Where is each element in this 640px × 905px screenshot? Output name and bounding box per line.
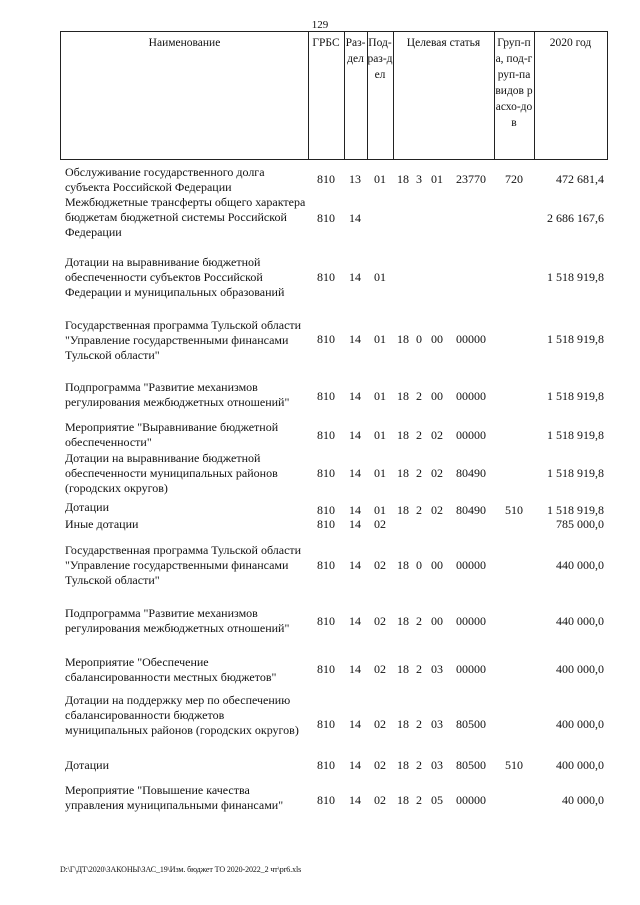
cell-cs3: 05 xyxy=(431,793,443,807)
cell-razd: 14 xyxy=(349,466,361,480)
row-name: Государственная программа Тульской области "Управление государственными финансами Тульской области" xyxy=(65,543,302,587)
row-name: Дотации на выравнивание бюджетной обеспеченности субъектов Российской Федерации и муниципальных образований xyxy=(65,255,285,299)
cell-razd: 14 xyxy=(349,428,361,442)
cell-cs1: 18 xyxy=(397,793,409,807)
cell-cs1: 18 xyxy=(397,503,409,517)
row-name: Дотации xyxy=(65,758,110,772)
header-name: Наименование xyxy=(148,37,221,49)
cell-cs2: 2 xyxy=(416,717,422,731)
cell-sum-2020: 1 518 919,8 xyxy=(547,428,604,442)
cell-sum-2020: 400 000,0 xyxy=(556,717,604,731)
cell-grbs: 810 xyxy=(317,503,335,517)
cell-cs4: 00000 xyxy=(456,428,486,442)
page-number: 129 xyxy=(311,19,329,31)
cell-cs4: 00000 xyxy=(456,389,486,403)
cell-grbs: 810 xyxy=(317,793,335,807)
row-name: Государственная программа Тульской области "Управление государственными финансами Тульской области" xyxy=(65,318,302,362)
cell-cs4: 00000 xyxy=(456,662,486,676)
cell-cs3: 03 xyxy=(431,717,443,731)
cell-sum-2020: 40 000,0 xyxy=(562,793,604,807)
row-name: Подпрограмма "Развитие механизмов регулирования межбюджетных отношений" xyxy=(65,380,290,409)
cell-podr: 02 xyxy=(374,758,386,772)
cell-razd: 13 xyxy=(349,172,361,186)
cell-sum-2020: 440 000,0 xyxy=(556,558,604,572)
cell-cs2: 2 xyxy=(416,662,422,676)
cell-grbs: 810 xyxy=(317,466,335,480)
cell-grbs: 810 xyxy=(317,558,335,572)
row-name: Межбюджетные трансферты общего характера бюджетам бюджетной системы Российской Федерации xyxy=(65,195,306,239)
cell-sum-2020: 400 000,0 xyxy=(556,758,604,772)
cell-cs4: 80500 xyxy=(456,758,486,772)
row-name: Дотации на выравнивание бюджетной обеспеченности муниципальных районов (городских округов) xyxy=(65,451,278,495)
cell-cs1: 18 xyxy=(397,466,409,480)
cell-cs3: 02 xyxy=(431,428,443,442)
row-name: Подпрограмма "Развитие механизмов регулирования межбюджетных отношений" xyxy=(65,606,290,635)
cell-cs2: 0 xyxy=(416,332,422,346)
row-name: Дотации на поддержку мер по обеспечению сбалансированности бюджетов муниципальных районов (городских округов) xyxy=(65,693,299,737)
cell-sum-2020: 1 518 919,8 xyxy=(547,270,604,284)
cell-cs2: 0 xyxy=(416,558,422,572)
header-razdel: Раз-дел xyxy=(345,37,366,65)
cell-cs3: 03 xyxy=(431,662,443,676)
cell-grbs: 810 xyxy=(317,614,335,628)
cell-cs1: 18 xyxy=(397,389,409,403)
cell-podr: 01 xyxy=(374,172,386,186)
cell-cs2: 2 xyxy=(416,389,422,403)
cell-cs4: 00000 xyxy=(456,793,486,807)
cell-sum-2020: 2 686 167,6 xyxy=(547,211,604,225)
file-path-footer: D:\Г\ДТ\2020\ЗАКОНЫ\ЗАС_19\Изм. бюджет ТО 2020-2022_2 чт\pr6.xls xyxy=(60,865,302,874)
cell-razd: 14 xyxy=(349,517,361,531)
cell-cs4: 80490 xyxy=(456,503,486,517)
row-name: Иные дотации xyxy=(65,517,139,531)
cell-grbs: 810 xyxy=(317,758,335,772)
cell-razd: 14 xyxy=(349,614,361,628)
cell-sum-2020: 1 518 919,8 xyxy=(547,466,604,480)
row-name: Мероприятие "Повышение качества управления муниципальными финансами" xyxy=(65,783,284,812)
header-podrazdel: Под-раз-дел xyxy=(367,37,393,81)
cell-razd: 14 xyxy=(349,270,361,284)
cell-cs1: 18 xyxy=(397,332,409,346)
cell-razd: 14 xyxy=(349,793,361,807)
row-name: Мероприятие "Обеспечение сбалансированности местных бюджетов" xyxy=(65,655,277,684)
cell-grbs: 810 xyxy=(317,428,335,442)
header-year-2020: 2020 год xyxy=(549,37,592,49)
cell-cs2: 2 xyxy=(416,758,422,772)
cell-razd: 14 xyxy=(349,332,361,346)
cell-podr: 02 xyxy=(374,558,386,572)
cell-cs4: 00000 xyxy=(456,614,486,628)
cell-cs2: 2 xyxy=(416,428,422,442)
cell-cs3: 01 xyxy=(431,172,443,186)
cell-sum-2020: 1 518 919,8 xyxy=(547,332,604,346)
cell-grp: 720 xyxy=(505,172,523,186)
cell-razd: 14 xyxy=(349,211,361,225)
cell-grbs: 810 xyxy=(317,172,335,186)
header-target-article: Целевая статья xyxy=(406,37,481,49)
cell-razd: 14 xyxy=(349,717,361,731)
cell-cs3: 03 xyxy=(431,758,443,772)
cell-grbs: 810 xyxy=(317,517,335,531)
cell-cs1: 18 xyxy=(397,558,409,572)
cell-cs1: 18 xyxy=(397,717,409,731)
cell-sum-2020: 1 518 919,8 xyxy=(547,389,604,403)
cell-podr: 02 xyxy=(374,614,386,628)
cell-podr: 01 xyxy=(374,270,386,284)
row-name: Дотации xyxy=(65,500,110,514)
cell-cs3: 00 xyxy=(431,389,443,403)
cell-grbs: 810 xyxy=(317,332,335,346)
cell-podr: 01 xyxy=(374,389,386,403)
cell-cs4: 00000 xyxy=(456,558,486,572)
cell-cs3: 02 xyxy=(431,466,443,480)
cell-grbs: 810 xyxy=(317,662,335,676)
cell-sum-2020: 785 000,0 xyxy=(556,517,604,531)
cell-razd: 14 xyxy=(349,758,361,772)
cell-podr: 02 xyxy=(374,517,386,531)
cell-cs3: 00 xyxy=(431,614,443,628)
cell-cs4: 00000 xyxy=(456,332,486,346)
cell-cs1: 18 xyxy=(397,428,409,442)
cell-cs2: 3 xyxy=(416,172,422,186)
header-grbs: ГРБС xyxy=(312,37,340,49)
cell-podr: 01 xyxy=(374,503,386,517)
cell-cs1: 18 xyxy=(397,758,409,772)
cell-grbs: 810 xyxy=(317,211,335,225)
cell-grbs: 810 xyxy=(317,389,335,403)
cell-razd: 14 xyxy=(349,662,361,676)
cell-cs3: 00 xyxy=(431,558,443,572)
cell-razd: 14 xyxy=(349,503,361,517)
cell-cs1: 18 xyxy=(397,614,409,628)
cell-sum-2020: 1 518 919,8 xyxy=(547,503,604,517)
cell-grp: 510 xyxy=(505,503,523,517)
row-name: Обслуживание государственного долга субъекта Российской Федерации xyxy=(65,165,265,194)
cell-grp: 510 xyxy=(505,758,523,772)
cell-cs2: 2 xyxy=(416,503,422,517)
header-expense-group: Груп-па, под-груп-па видов расхо-дов xyxy=(495,37,533,129)
cell-cs2: 2 xyxy=(416,614,422,628)
cell-sum-2020: 400 000,0 xyxy=(556,662,604,676)
cell-cs3: 00 xyxy=(431,332,443,346)
cell-cs1: 18 xyxy=(397,662,409,676)
cell-podr: 01 xyxy=(374,428,386,442)
cell-cs2: 2 xyxy=(416,466,422,480)
cell-cs2: 2 xyxy=(416,793,422,807)
cell-razd: 14 xyxy=(349,389,361,403)
cell-cs4: 23770 xyxy=(456,172,486,186)
cell-cs4: 80490 xyxy=(456,466,486,480)
cell-grbs: 810 xyxy=(317,717,335,731)
cell-cs3: 02 xyxy=(431,503,443,517)
cell-grbs: 810 xyxy=(317,270,335,284)
cell-podr: 02 xyxy=(374,793,386,807)
cell-podr: 01 xyxy=(374,466,386,480)
cell-razd: 14 xyxy=(349,558,361,572)
cell-podr: 02 xyxy=(374,662,386,676)
cell-sum-2020: 472 681,4 xyxy=(556,172,604,186)
cell-cs4: 80500 xyxy=(456,717,486,731)
cell-cs1: 18 xyxy=(397,172,409,186)
row-name: Мероприятие "Выравнивание бюджетной обеспеченности" xyxy=(65,420,279,449)
cell-sum-2020: 440 000,0 xyxy=(556,614,604,628)
cell-podr: 02 xyxy=(374,717,386,731)
cell-podr: 01 xyxy=(374,332,386,346)
